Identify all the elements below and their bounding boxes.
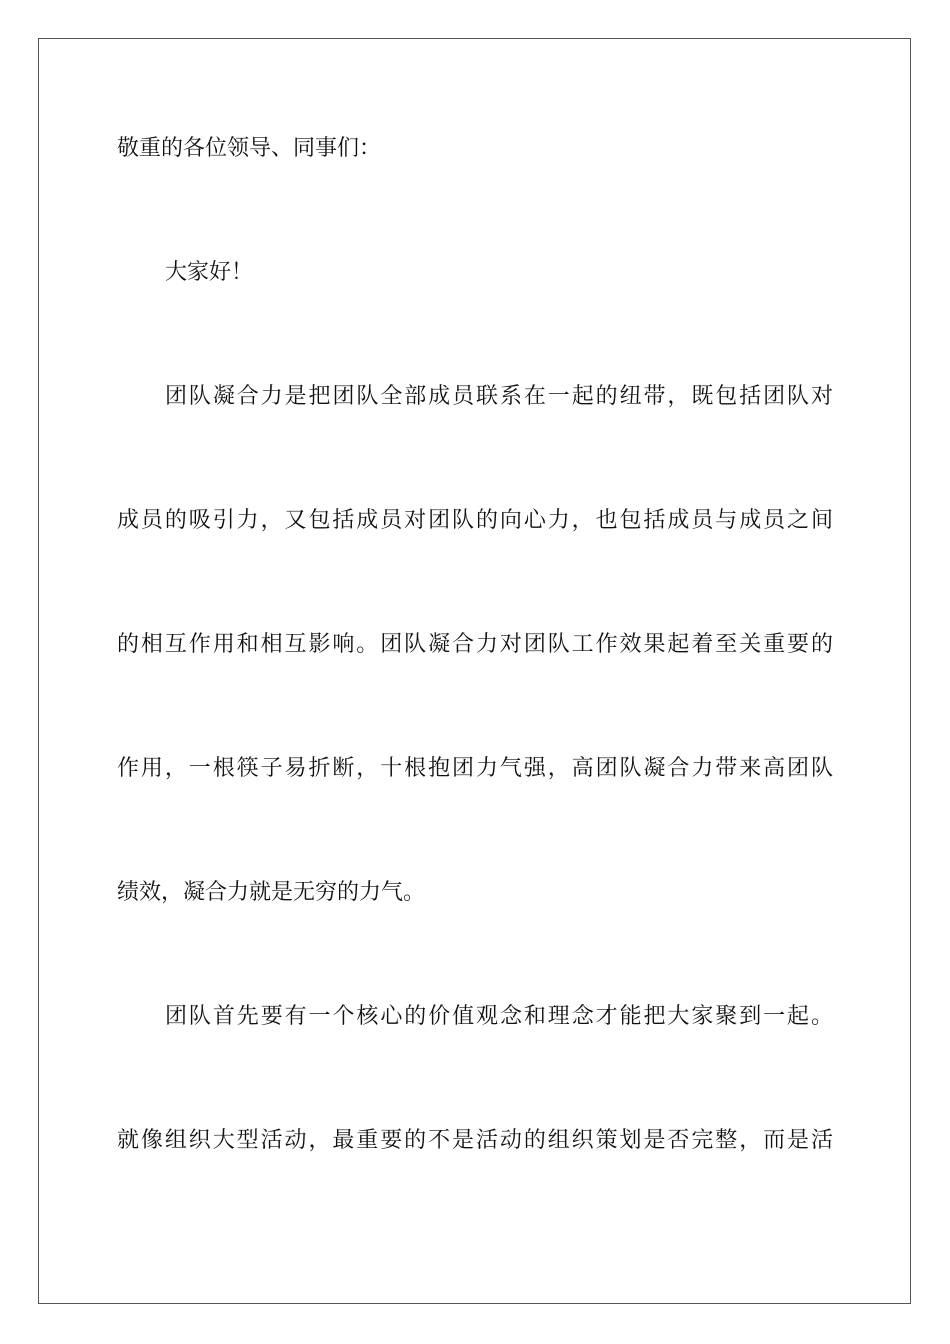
paragraph-1-line-5: 绩效，凝合力就是无穷的力气。 [117,880,426,905]
paragraph-1-line-2: 成员的吸引力，又包括成员对团队的向心力，也包括成员与成员之间 [117,508,833,533]
paragraph-2-line-1: 团队首先要有一个核心的价值观念和理念才能把大家聚到一起。 [165,1004,833,1029]
paragraph-2-line-2: 就像组织大型活动，最重要的不是活动的组织策划是否完整，而是活 [117,1128,833,1153]
paragraph-1-line-1: 团队凝合力是把团队全部成员联系在一起的纽带，既包括团队对 [165,384,833,409]
greeting: 大家好！ [165,260,254,285]
paragraph-1-line-4: 作用，一根筷子易折断，十根抱团力气强，高团队凝合力带来高团队 [117,756,833,781]
salutation: 敬重的各位领导、同事们： [117,136,382,161]
paragraph-1-line-3: 的相互作用和相互影响。团队凝合力对团队工作效果起着至关重要的 [117,632,833,657]
page-border [38,38,911,1304]
